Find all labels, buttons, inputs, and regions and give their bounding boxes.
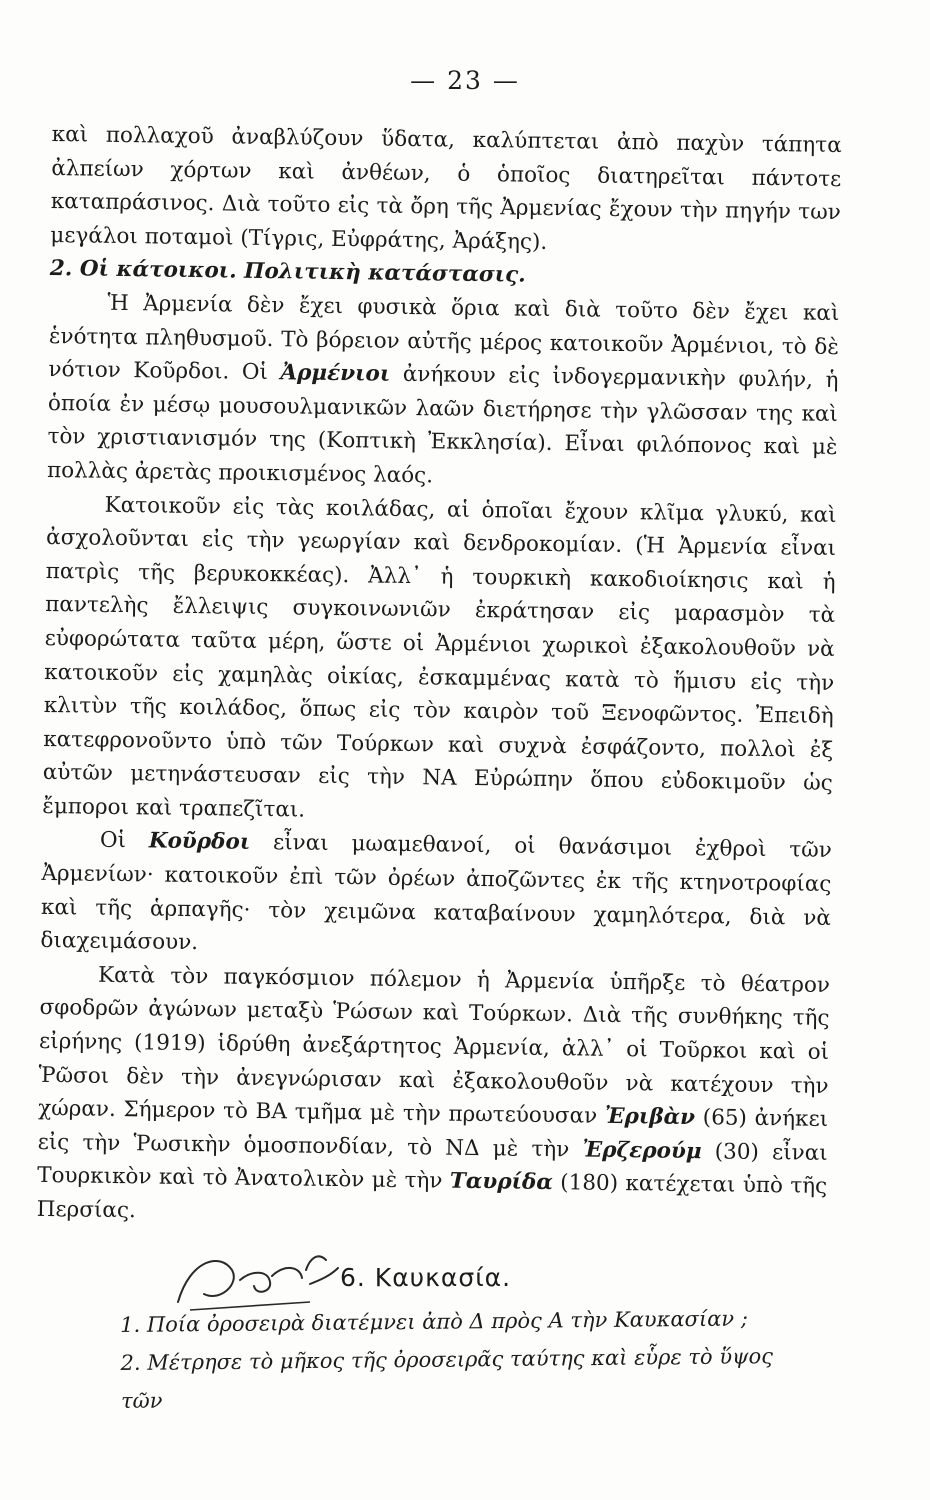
term-armenians: Ἀρμένιοι [280,360,391,387]
paragraph-war [37,958,831,1238]
paragraph-valleys: Κατοικοῦν εἰς τὰς κοιλάδας, αἱ ὁποῖαι ἔχουν κλῖμα γλυκύ, καὶ ἀσχολοῦνται εἰς τὴν γεωργίαν καὶ δενδροκομίαν. (Ἡ Ἀρμενία εἶναι πατρὶς τῆς βερυκοκκέας). Ἀλλ᾽ ἡ τουρκικὴ κακοδιοίκησις καὶ ἡ παντελὴς ἔλλειψις συγκοινωνιῶν ἐκράτησαν εἰς μαρασμὸν τὰ εὐφορώτατα ταῦτα μέρη, ὥστε οἱ Ἀρμένιοι χωρικοὶ ἐξακολουθοῦν νὰ κατοικοῦν εἰς χαμηλὰς οἰκίας, ἐσκαμμένας κατὰ τὸ ἥμισυ εἰς τὴν κλιτὺν τῆς κοιλάδος, ὅπως εἰς τὸν καιρὸν τοῦ Ξενοφῶντος. Ἐπειδὴ κατεφρονοῦντο ὑπὸ τῶν Τούρκων καὶ συχνὰ ἐσφάζοντο, πολλοὶ ἐξ αὐτῶν μετηνάστευσαν εἰς τὴν ΝΑ Εὐρώπην ὅπου εὐδοκιμοῦν ὡς ἔμποροι καὶ τραπεζῖται. [42,492,837,823]
text-run: (180) κατέχεται ὑπὸ τῆς Περσίας. [36,1170,828,1224]
text-run: Κατὰ τὸν παγκόσμιον πόλεμον ἡ Ἀρμενία ὑπῆρξε τὸ θέατρον σφοδρῶν ἀγώνων μεταξὺ Ῥώσων καὶ Τούρκων. Διὰ τῆς συνθήκης τῆς εἰρήνης (1919) ἱδρύθη ἀνεξάρτητος Ἀρμενία, ἀλλ᾽ οἱ Τοῦρκοι καὶ οἱ Ῥῶσοι δὲν τὴν ἀνεγνώρισαν καὶ ἐξακολουθοῦν νὰ κατέχουν τὴν χώραν. Σήμερον τὸ ΒΑ τμῆμα μὲ τὴν πρωτεύουσαν [37,962,831,1130]
question-2: 2. Μέτρησε τὸ μῆκος τῆς ὀροσειρᾶς ταύτης καὶ εὗρε τὸ ὕψος τῶν [120,1344,774,1413]
text-run: (65) ἀνήκει εἰς τὴν Ῥωσικὴν ὁμοσπονδίαν, τὸ ΝΔ μὲ τὴν [37,1105,829,1163]
question-list [120,1299,821,1420]
question-1: 1. Ποία ὀροσειρὰ διατέμνει ἀπὸ Δ πρὸς Α τὴν Καυκασίαν ; [120,1306,748,1337]
paragraph-1: καὶ πολλαχοῦ ἀναβλύζουν ὕδατα, καλύπτεται ἀπὸ παχὺν τάπητα ἀλπείων χόρτων καὶ ἀνθέων, ὁ ὁποῖος διατηρεῖται πάντοτε καταπράσινος. Διὰ τοῦτο εἰς τὰ ὄρη τῆς Ἀρμενίας ἔχουν τὴν πηγήν των μεγάλοι ποταμοὶ (Τίγρις, Εὐφράτης, Ἀράξης). [50,121,842,255]
text-run: εἶναι μωαμεθανοί, οἱ θανάσιμοι ἐχθροὶ τῶν Ἀρμενίων· κατοικοῦν ἐπὶ τῶν ὀρέων ἀποζῶντες ἐκ τῆς κτηνοτροφίας καὶ τῆς ἁρπαγῆς· τὸν χειμῶνα καταβαίνουν χαμηλότερα, διὰ νὰ διαχειμάσουν. [40,830,833,956]
paragraph-kurds [40,823,832,968]
text-run: ἀνήκουν εἰς ἰνδογερμανικὴν φυλήν, ἡ ὁποία ἐν μέσῳ μουσουλμανικῶν λαῶν διετήρησε τὴν γλῶσσαν της καὶ τὸν χριστιανισμόν της (Κοπτικὴ Ἐκκλησία). Εἶναι φιλόπονος καὶ μὲ πολλὰς ἀρετὰς προικισμένος λαός. [46,361,839,489]
text-run: Ἡ Ἀρμενία δὲν ἔχει φυσικὰ ὅρια καὶ διὰ τοῦτο δὲν ἔχει καὶ ἑνότητα πληθυσμοῦ. Τὸ βόρειον αὐτῆς μέρος κατοικοῦν Ἀρμένιοι, τὸ δὲ νότιον Κοῦρδοι. Οἱ [48,290,840,386]
text-run: Οἱ [99,828,150,854]
paragraph-armenians [47,286,840,499]
subsection-heading: 2. Οἱ κάτοικοι. Πολιτικὴ κατάστασις. [49,256,526,289]
term-erzurum: Ἐρζερούμ [582,1137,702,1164]
page-number: — 23 — [410,66,520,95]
section-title: 6. Καυκασία. [340,1263,512,1292]
term-tabriz: Ταυρίδα [449,1169,554,1196]
term-kurds: Κοῦρδοι [148,828,251,856]
term-erivan: Ἐριβὰν [604,1104,696,1131]
body-text [37,118,842,1238]
text-run: (30) εἶναι Τουρκικὸν καὶ τὸ Ἀνατολικὸν μὲ τὴν [37,1138,828,1195]
